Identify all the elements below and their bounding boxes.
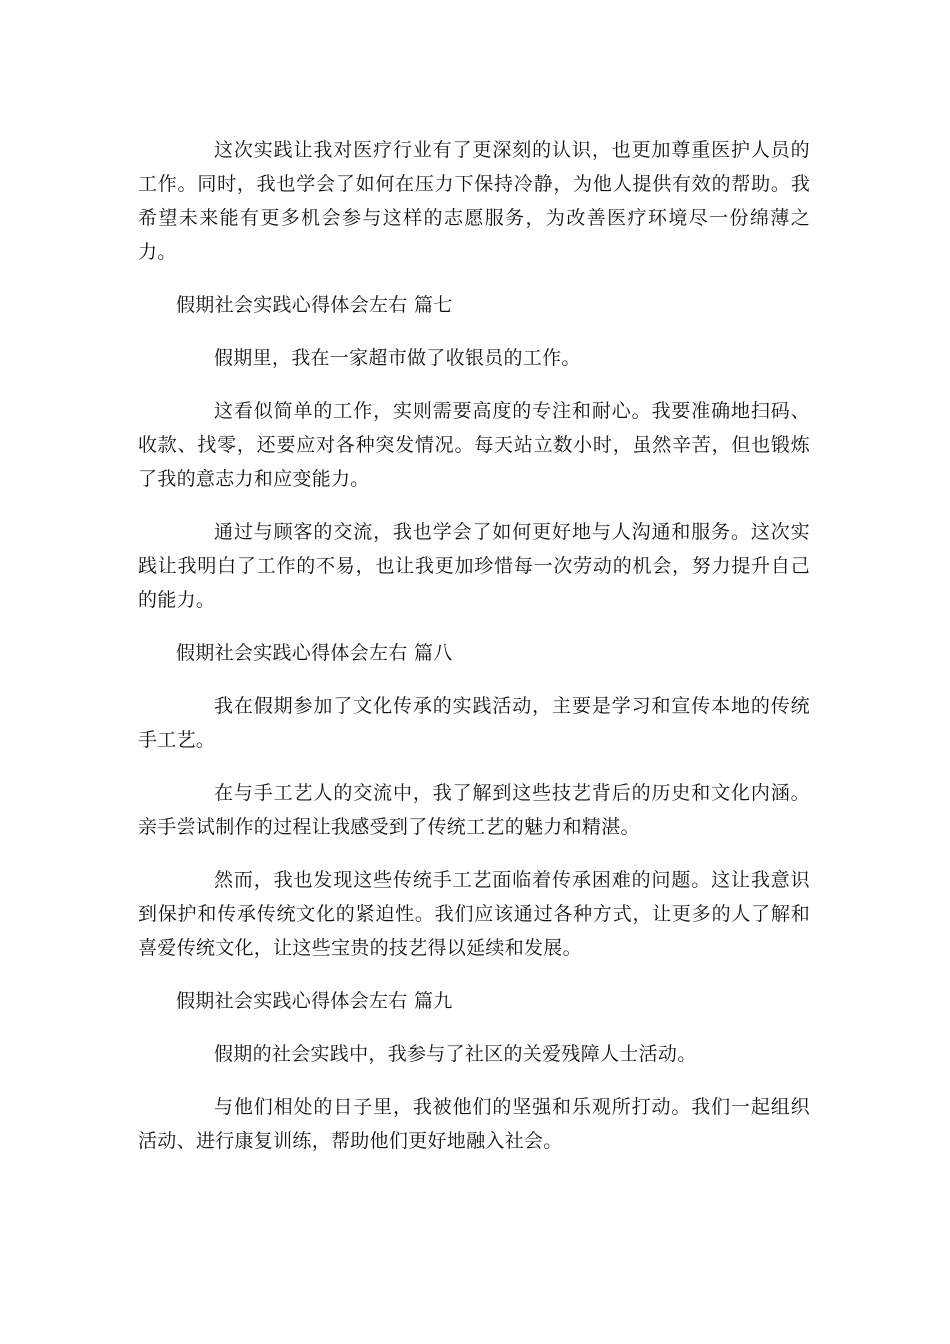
paragraph: 假期里，我在一家超市做了收银员的工作。 <box>214 347 581 369</box>
section-heading-8: 假期社会实践心得体会左右 篇八 <box>176 642 453 664</box>
paragraph: 这次实践让我对医疗行业有了更深刻的认识，也更加尊重医护人员的工作。同时，我也学会了如何在压力下保持冷静，为他人提供有效的帮助。我希望未来能有更多机会参与这样的志愿服务，为改善医疗环境尽一份绵薄之力。 <box>138 139 810 263</box>
paragraph: 然而，我也发现这些传统手工艺面临着传承困难的问题。这让我意识到保护和传承传统文化的紧迫性。我们应该通过各种方式，让更多的人了解和喜爱传统文化，让这些宝贵的技艺得以延续和发展。 <box>138 869 810 959</box>
paragraph: 这看似简单的工作，实则需要高度的专注和耐心。我要准确地扫码、收款、找零，还要应对各种突发情况。每天站立数小时，虽然辛苦，但也锻炼了我的意志力和应变能力。 <box>138 400 810 490</box>
section-heading-9: 假期社会实践心得体会左右 篇九 <box>176 990 453 1012</box>
paragraph: 在与手工艺人的交流中，我了解到这些技艺背后的历史和文化内涵。亲手尝试制作的过程让我感受到了传统工艺的魅力和精湛。 <box>138 782 810 838</box>
paragraph: 我在假期参加了文化传承的实践活动，主要是学习和宣传本地的传统手工艺。 <box>138 695 810 751</box>
paragraph: 与他们相处的日子里，我被他们的坚强和乐观所打动。我们一起组织活动、进行康复训练，帮助他们更好地融入社会。 <box>138 1096 810 1152</box>
paragraph: 假期的社会实践中，我参与了社区的关爱残障人士活动。 <box>214 1043 697 1065</box>
section-heading-7: 假期社会实践心得体会左右 篇七 <box>176 294 453 316</box>
paragraph: 通过与顾客的交流，我也学会了如何更好地与人沟通和服务。这次实践让我明白了工作的不易，也让我更加珍惜每一次劳动的机会，努力提升自己的能力。 <box>138 521 810 611</box>
document-body <box>138 133 810 1177</box>
